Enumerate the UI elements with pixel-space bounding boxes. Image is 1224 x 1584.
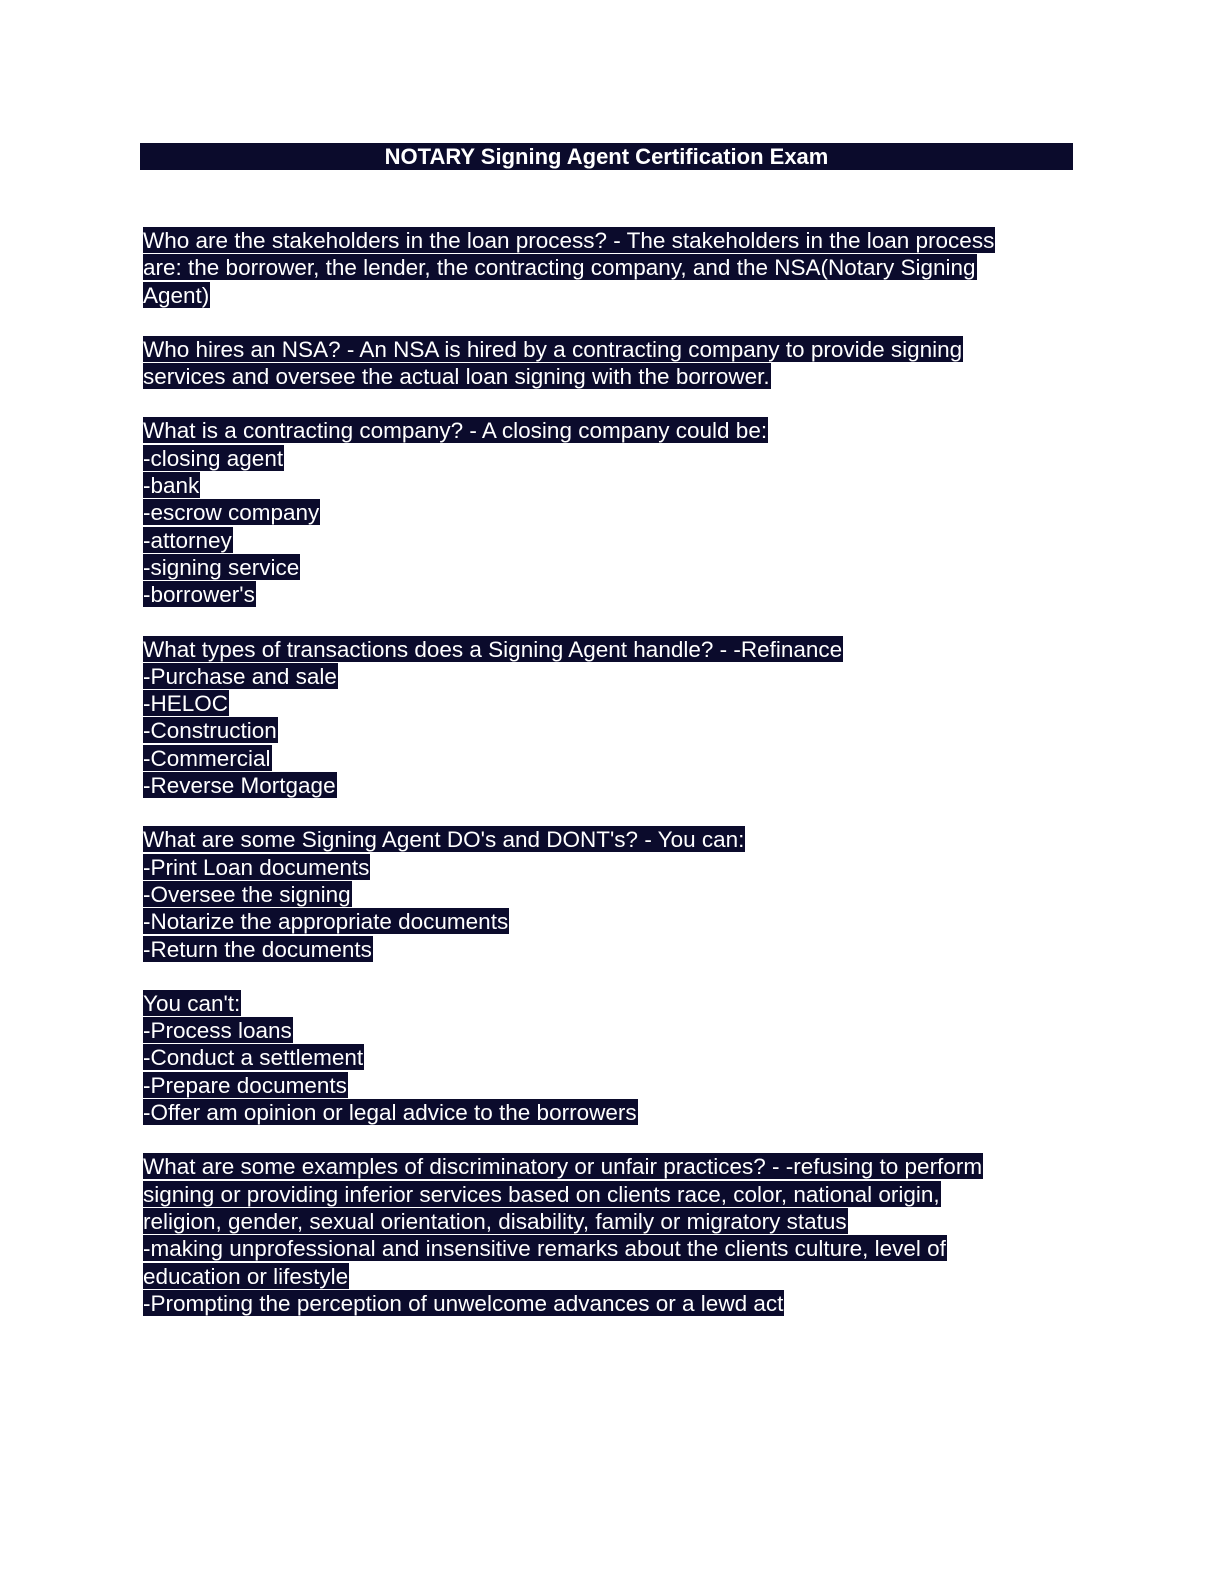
text-line: Agent) (143, 282, 210, 308)
list-item: -Reverse Mortgage (143, 773, 336, 799)
text-line: -making unprofessional and insensitive remarks about the clients culture, level of (143, 1236, 946, 1262)
list-item: -Offer am opinion or legal advice to the borrowers (143, 1100, 637, 1126)
qa-block-discriminatory-practices (143, 1153, 1063, 1317)
text-line: signing or providing inferior services based on clients race, color, national origin, (143, 1181, 940, 1207)
text-line: What are some Signing Agent DO's and DONT's? - You can: (143, 827, 745, 853)
list-item: -Process loans (143, 1018, 292, 1044)
list-item: -attorney (143, 527, 232, 553)
list-item: -Purchase and sale (143, 663, 337, 689)
qa-block-dos-and-donts (143, 826, 1063, 962)
text-line: What types of transactions does a Signing Agent handle? - -Refinance (143, 636, 843, 662)
qa-block-who-hires (143, 336, 1063, 391)
text-line: What are some examples of discriminatory or unfair practices? - -refusing to perform (143, 1154, 983, 1180)
text-line: are: the borrower, the lender, the contracting company, and the NSA(Notary Signing (143, 255, 976, 281)
text-line: religion, gender, sexual orientation, disability, family or migratory status (143, 1208, 847, 1234)
qa-block-transaction-types (143, 636, 1063, 800)
text-line: Who are the stakeholders in the loan process? - The stakeholders in the loan process (143, 228, 995, 253)
list-item: -Construction (143, 718, 277, 744)
list-item: -Oversee the signing (143, 881, 351, 907)
list-item: -escrow company (143, 500, 320, 526)
text-line: education or lifestyle (143, 1263, 349, 1289)
list-item: -borrower's (143, 582, 255, 608)
text-line: services and oversee the actual loan signing with the borrower. (143, 364, 770, 390)
text-line: Who hires an NSA? - An NSA is hired by a contracting company to provide signing (143, 336, 963, 362)
qa-block-stakeholders (143, 227, 1063, 309)
list-item: -Prepare documents (143, 1072, 347, 1098)
list-item: -bank (143, 473, 200, 499)
list-item: -Conduct a settlement (143, 1045, 364, 1071)
list-item: -Print Loan documents (143, 854, 370, 880)
list-item: -closing agent (143, 445, 284, 471)
qa-block-contracting-company (143, 417, 1063, 608)
list-item: -Notarize the appropriate documents (143, 909, 509, 935)
qa-block-you-cant (143, 990, 1063, 1126)
text-line: -Prompting the perception of unwelcome advances or a lewd act (143, 1290, 784, 1316)
text-line: What is a contracting company? - A closing company could be: (143, 418, 768, 444)
list-item: -HELOC (143, 691, 229, 717)
text-line: You can't: (143, 990, 241, 1016)
document-title: NOTARY Signing Agent Certification Exam (140, 143, 1073, 170)
list-item: -Return the documents (143, 936, 372, 962)
document-body (143, 227, 1063, 1344)
list-item: -signing service (143, 554, 300, 580)
list-item: -Commercial (143, 745, 271, 771)
